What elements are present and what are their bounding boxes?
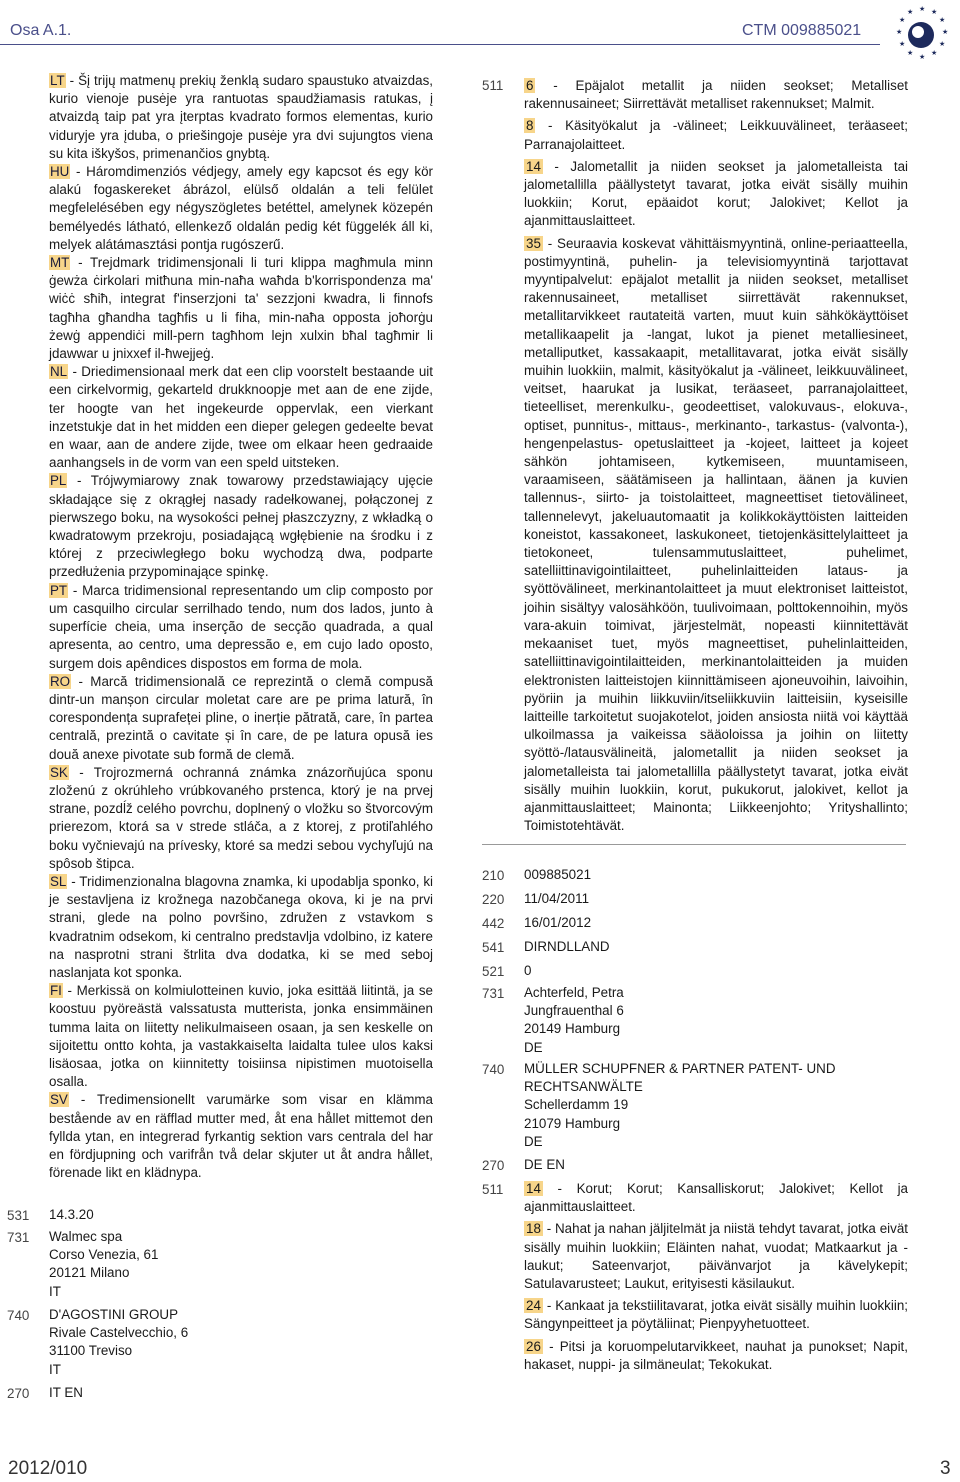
field-code: 531 bbox=[7, 1208, 30, 1223]
field-line: 20149 Hamburg bbox=[524, 1021, 621, 1037]
description-pt bbox=[49, 582, 433, 673]
svg-text:★: ★ bbox=[899, 16, 906, 24]
class-entry bbox=[524, 77, 908, 113]
class-text: - Epäjalot metallit ja niiden seokset; Metalliset rakennusaineet; Siirrettävät metalliset rakennukset; Malmit. bbox=[524, 78, 908, 112]
field-value: DE EN bbox=[524, 1157, 565, 1172]
description-sl bbox=[49, 873, 433, 982]
class-entry bbox=[524, 158, 908, 231]
field-line: Walmec spa bbox=[49, 1229, 123, 1244]
lang-tag: PT bbox=[50, 582, 68, 598]
page-number: 3 bbox=[940, 1458, 951, 1479]
lang-tag: LT bbox=[50, 73, 65, 88]
description-text: - Marca tridimensional representando um clip composto por um casquilho circular serrilhado tendo, num dos lados, junto à superfície cheia, uma inserção de secção quadrada, a qual apresenta, ao centro, uma depressão e, em cujo lado oposto, surgem dois apêndices dispostos em forma de mola. bbox=[49, 582, 433, 671]
svg-text:★: ★ bbox=[939, 16, 946, 24]
class-number: 6 bbox=[526, 78, 534, 93]
lang-tag: SK bbox=[50, 764, 68, 780]
description-mt bbox=[49, 254, 433, 363]
field-line: DE bbox=[524, 1039, 543, 1055]
svg-text:★: ★ bbox=[942, 28, 949, 36]
description-sv bbox=[49, 1091, 433, 1182]
field-code: 270 bbox=[482, 1158, 505, 1173]
field-740-representative bbox=[524, 1060, 908, 1151]
field-code: 511 bbox=[482, 78, 504, 93]
description-text: - Háromdimenziós védjegy, amely egy kapcsot és egy kör alakú fogaskereket ábrázol, elülső oldalán a teli felület megfelelésében egy négyszögletes betéttel, amelynek közepén bemélyedés látható, ellenkező oldalán pedig két függelék áll ki, melyek alátámasztási pontja rugószerű. bbox=[49, 164, 433, 252]
description-text: - Tredimensionellt varumärke som visar en klämma bestående av en räfflad mutter med, åt ena hållet mittemot den fyllda ytan, en integrerad fyrkantig sektion vars centrala del har en fördjupning och varifrån två delar skjuter ut åt andra hållet, förenade likt en klädnypa. bbox=[49, 1092, 433, 1181]
description-sk bbox=[49, 764, 433, 873]
lang-tag: HU bbox=[50, 164, 70, 180]
class-entry bbox=[524, 1297, 908, 1333]
bulletin-issue: 2012/010 bbox=[8, 1458, 88, 1479]
left-column bbox=[49, 72, 433, 1182]
field-220 bbox=[524, 890, 589, 908]
ohim-logo-icon bbox=[888, 2, 954, 68]
field-value: 16/01/2012 bbox=[524, 915, 592, 930]
description-hu bbox=[49, 163, 433, 254]
class-text: - Kankaat ja tekstiilitavarat, jotka eivät sisälly muihin luokkiin; Sängynpeitteet ja pöytäliinat; Pienpyyhetuotteet. bbox=[524, 1298, 908, 1332]
class-number: 26 bbox=[526, 1338, 541, 1354]
svg-text:★: ★ bbox=[896, 28, 903, 36]
field-line: MÜLLER SCHUPFNER & PARTNER PATENT- UND RECHTSANWÄLTE bbox=[524, 1061, 836, 1095]
description-fi bbox=[49, 982, 433, 1091]
svg-text:★: ★ bbox=[931, 8, 938, 16]
field-line: IT bbox=[49, 1361, 61, 1377]
svg-text:★: ★ bbox=[939, 40, 946, 48]
field-code: 731 bbox=[7, 1230, 30, 1245]
svg-text:★: ★ bbox=[919, 53, 926, 61]
field-value: IT EN bbox=[49, 1385, 83, 1400]
goods-services-list-2 bbox=[524, 1180, 908, 1378]
header-rule bbox=[0, 44, 880, 45]
field-line: D'AGOSTINI GROUP bbox=[49, 1307, 179, 1322]
class-entry bbox=[524, 1220, 908, 1293]
field-740-representative bbox=[49, 1306, 188, 1379]
class-entry bbox=[524, 117, 908, 153]
field-270 bbox=[49, 1384, 83, 1402]
field-value: DIRNDLLAND bbox=[524, 939, 610, 954]
field-442 bbox=[524, 914, 591, 932]
ctm-number: CTM 009885021 bbox=[742, 22, 862, 39]
svg-text:★: ★ bbox=[907, 8, 914, 16]
field-731-holder bbox=[49, 1228, 158, 1301]
description-ro bbox=[49, 673, 433, 764]
class-number: 24 bbox=[526, 1298, 541, 1314]
field-code: 442 bbox=[482, 916, 505, 931]
page-header bbox=[0, 0, 960, 61]
field-line: Achterfeld, Petra bbox=[524, 985, 624, 1000]
description-text: - Trójwymiarowy znak towarowy przedstawiający ujęcie składające się z okrągłej nasady radełkowanej, połączonej z pierwszego boku, na wysokości pełnej płaszczyzny, z wkładką o kwadratowym przekroju, posiadającą wgłębienie na środku i z której z przeciwległego boku wychodzą dwa, podparte przedłużenia przypominające spinkę. bbox=[49, 473, 433, 580]
description-text: - Tridimenzionalna blagovna znamka, ki upodablja sponko, ki je sestavljena iz krožnega nazobčanega okova, ki je na prvi strani, glede na polno površino, združen z vstavkom s kvadratnim odsekom, ki centralno predstavlja vdolbino, iz katere na nasprotni strani štrlita dva dodatka, ki se med seboj naslanjata kot sponka. bbox=[49, 873, 433, 980]
section-label: Osa A.1. bbox=[10, 22, 72, 39]
svg-text:★: ★ bbox=[907, 49, 914, 57]
field-code: 220 bbox=[482, 892, 505, 907]
class-number: 14 bbox=[526, 158, 541, 174]
section-divider bbox=[482, 844, 906, 845]
field-line: Schellerdamm 19 bbox=[524, 1097, 629, 1113]
svg-text:★: ★ bbox=[919, 5, 926, 13]
class-entry bbox=[524, 1180, 908, 1216]
field-code: 270 bbox=[7, 1386, 30, 1401]
field-value: 14.3.20 bbox=[49, 1207, 94, 1222]
field-code: 511 bbox=[482, 1182, 504, 1197]
class-text: - Jalometallit ja niiden seokset ja jalometalleista tai jalometallilla päällystetyt tavarat, jotka eivät sisälly muihin luokkiin; Korut, epäaidot korut; Jalokivet; Kellot ja ajanmittauslaitteet. bbox=[524, 158, 908, 229]
lang-tag: MT bbox=[50, 255, 70, 271]
class-number: 8 bbox=[526, 118, 534, 134]
field-210 bbox=[524, 866, 591, 884]
field-code: 731 bbox=[482, 986, 505, 1001]
field-value: 11/04/2011 bbox=[524, 891, 590, 906]
class-text: - Seuraavia koskevat vähittäismyyntinä, online-periaatteella, postimyyntinä, puhelin- ja televisiomyyntinä tarjottavat myyntipalvelut: epäjalot metallit ja niiden seokset, metalliset rakennusaineet, metalliset siirrettävät rakennukset, metallitarvikkeet rautateitä varten, muut kuin sähkökäyttöiset metallikaapelit ja -langat, lukot ja pienet metalliesineet, metalliputket, kassakaapit, metallitavarat, jotka eivät sisälly muihin luokkiin, malmit, käsityökalut ja -välineet, leikkuuvälineet, veitset, haarukat ja lusikat, teräaseet, parranajolaitteet, tieteelliset, merenkulku-, geodeettiset, valokuvaus-, elokuva-, optiset, punnitus-, mittaus-, merkinanto-, tarkastus- (valvonta-), hengenpelastus- opetuslaitteet ja -kojeet, laitteet ja kojeet sähkön johtamiseen, kytkemiseen, muuntamiseen, varaamiseen, säätämiseen ja hallintaan, äänen ja kuvien tallennus-, siirto- ja toistolaitteet, magneettiset tietovälineet, tallennelevyt, jakeluautomaatit ja kolikkokäyttöisten laitteiden koneistot, kassakoneet, laskukoneet, tietojenkäsittelylaitteet ja tietokoneet, tulensammutuslaitteet, puhelimet, satelliittinavigointilaitteet, puhelinlaitteiden lataus- ja syöttövälineet, merkinantolaitteet ja muut elektroniset laitteistot, joihin sisältyy valosähköön, tuulivoimaan, polttokennoihin, myös vara-akuin toimivat, järjestelmät, nopeasti kiinnitettävät mekaaniset tuet, myös magneettiset, puhelinlaitteiden, satelliittinavigointilaitteiden, merkinantolaitteiden ja muiden elektronisten laitteistojen kiinnittämiseen ajoneuvoihin, laivoihin, pyöriin ja muihin liikkuviin/itseliikkuviin laitteisiin, kyseisille laitteille tarkoitetut suojakotelot, joiden ansiosta niitä voi käyttää ulkoilmassa ja vaikeissa sääoloissa ja joihin on liitetty syöttö-/latausvälineitä, jalometallit ja niiden seokset ja jalometalleista tai jalometallilla päällystetyt tavarat, jotka eivät sisälly muihin luokkiin, korut, pukukorut, jalokivet, kellot ja ajanmittauslaitteet; Mainonta; Liikkeenjohto; Yrityshallinto; Toimistotehtävät. bbox=[524, 235, 908, 834]
description-text: - Merkissä on kolmiulotteinen kuvio, joka esittää liitintä, ja se koostuu pyöreästä valssatusta mutterista, jonka ensimmäinen tumma laita on liitetty nelikulmaiseen osaan, ja sen keskelle on sijoitettu ontto kohta, ja vastakkaiselta laidalta tulee ulos kaksi lisäosaa, jotka on kiinnitetty toisiinsa nipistimen muotoisella osalla. bbox=[49, 983, 433, 1090]
description-text: - Šį trijų matmenų prekių ženklą sudaro spaustuko atvaizdas, kurio vienoje pusėje yra rantuotas spaudžiamasis ratukas, į atvaizdą taip pat yra įterptas kvadrato formos elementas, kurio viduryje yra įduba, o priešingoje pusėje yra dvi sujungtos viena su kita iškyšos, primenančios gnybtą. bbox=[49, 73, 433, 161]
field-code: 210 bbox=[482, 868, 505, 883]
field-value: 009885021 bbox=[524, 867, 592, 882]
field-line: Rivale Castelvecchio, 6 bbox=[49, 1325, 189, 1341]
field-line: 20121 Milano bbox=[49, 1265, 130, 1281]
description-lt bbox=[49, 72, 433, 163]
field-line: Jungfrauenthal 6 bbox=[524, 1003, 624, 1019]
field-line: 21079 Hamburg bbox=[524, 1115, 621, 1131]
field-531 bbox=[49, 1206, 94, 1224]
class-text: - Nahat ja nahan jäljitelmät ja niistä tehdyt tavarat, jotka eivät sisälly muihin luokkiin; Eläinten nahat, vuodat; Matkaarkut ja -laukut; Sateenvarjot, päivänvarjot ja kävelykepit; Satulavarusteet; Laukut, erityisesti käsilaukut. bbox=[524, 1221, 908, 1292]
description-pl bbox=[49, 472, 433, 581]
field-code: 740 bbox=[7, 1308, 30, 1323]
description-text: - Marcă tridimensională ce reprezintă o clemă compusă dintr-un manșon circular moletat care are pe prima latură, în corespondența suprafeței pline, o inerție pătrată, care, în partea centrală, prezintă o cavitate și în care, de pe latura opusă ies două anexe pivotate sub formă de clemă. bbox=[49, 673, 433, 762]
class-entry bbox=[524, 235, 908, 836]
field-line: DE bbox=[524, 1133, 543, 1149]
field-code: 541 bbox=[482, 940, 505, 955]
field-line: IT bbox=[49, 1283, 61, 1299]
field-270 bbox=[524, 1156, 565, 1174]
class-text: - Korut; Korut; Kansalliskorut; Jalokivet; Kellot ja ajanmittauslaitteet. bbox=[524, 1181, 908, 1215]
class-entry bbox=[524, 1338, 908, 1374]
field-code: 521 bbox=[482, 964, 505, 979]
svg-text:★: ★ bbox=[899, 40, 906, 48]
class-number: 35 bbox=[526, 235, 541, 251]
class-number: 18 bbox=[526, 1221, 541, 1237]
description-text: - Trejdmark tridimensjonali li turi klippa magħmula minn ġewża ċirkolari mitħuna min-naħa waħda b'korrispondenza ma' wiċċ sħiħ, integrat f'inserzjoni ta' sezzjoni kwadra, li finnofs tagħha għandha tagħfis u li fiha, min-naħa opposta joħorġu żewġ appendiċi mill-pern tagħhom lejn xulxin bħal tagħmir li jdawwar u jnixxef il-ħwejjeġ. bbox=[49, 255, 433, 362]
description-nl bbox=[49, 363, 433, 472]
field-line: 31100 Treviso bbox=[49, 1343, 133, 1359]
description-text: - Trojrozmerná ochranná známka znázorňujúca sponu zloženú z okrúhleho vrúbkovaného prstenca, ktorý je na prvej strane, pozdĺž celého povrchu, doplnený o vložku so štvorcovým prierezom, ktorá sa v strede stláča, a z ktorej, z protiľahlého boku vyčnievajú na prívesky, ktoré sa medzi sebou vychyľujú na spôsob štipca. bbox=[49, 764, 433, 871]
svg-text:★: ★ bbox=[931, 49, 938, 57]
field-line: Corso Venezia, 61 bbox=[49, 1247, 159, 1263]
lang-tag: PL bbox=[50, 473, 67, 489]
field-521 bbox=[524, 962, 531, 980]
goods-services-list bbox=[524, 77, 908, 839]
field-code: 740 bbox=[482, 1062, 505, 1077]
field-731-holder bbox=[524, 984, 624, 1057]
lang-tag: RO bbox=[50, 673, 71, 689]
description-text: - Driedimensionaal merk dat een clip voorstelt bestaande uit een cirkelvormig, gekarteld drukknoopje met aan de ene zijde, ter hoogte van het ingekeurde oppervlak, een vierkant inzetstukje dat in het midden een dieper gelegen gedeelte bevat en waar, aan de andere zijde, twee om elkaar heen gedraaide aanhangsels in de vorm van een speld uitsteken. bbox=[49, 364, 433, 471]
class-text: - Käsityökalut ja -välineet; Leikkuuvälineet, teräaseet; Parranajolaitteet. bbox=[524, 118, 908, 152]
class-text: - Pitsi ja koruompelutarvikkeet, nauhat ja punokset; Napit, hakaset, nuppi- ja silmäneulat; Tekokukat. bbox=[524, 1338, 908, 1372]
lang-tag: NL bbox=[50, 364, 68, 380]
lang-tag: SL bbox=[50, 873, 67, 889]
field-value: 0 bbox=[524, 963, 532, 978]
lang-tag: FI bbox=[50, 983, 62, 999]
lang-tag: SV bbox=[50, 1092, 68, 1108]
field-541 bbox=[524, 938, 610, 956]
class-number: 14 bbox=[526, 1181, 541, 1196]
